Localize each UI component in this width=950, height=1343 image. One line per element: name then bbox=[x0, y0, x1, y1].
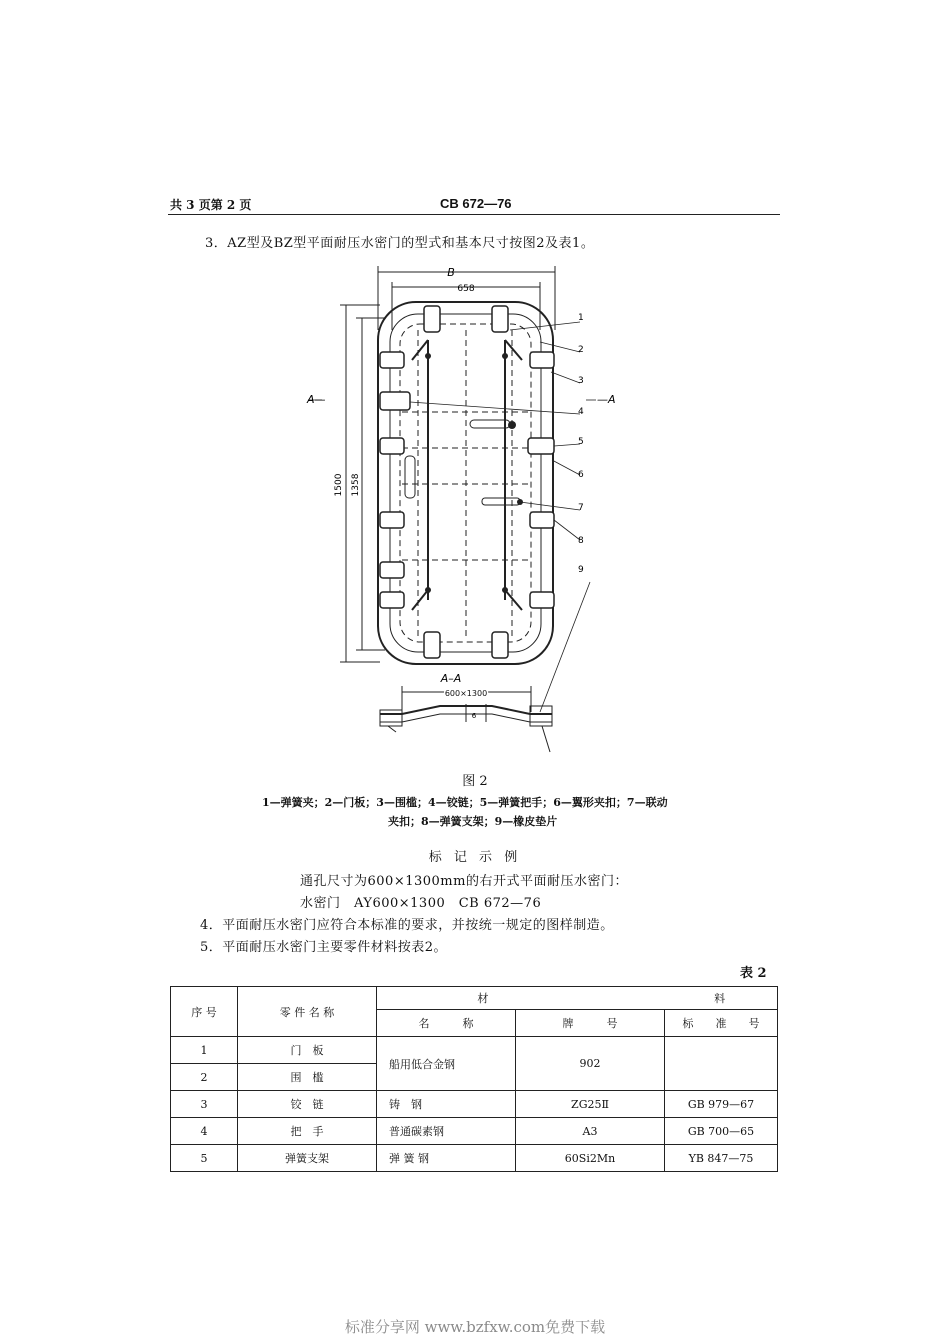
cell-part: 弹簧支架 bbox=[238, 1145, 377, 1172]
materials-table bbox=[170, 986, 778, 1172]
marking-line1: 通孔尺寸为600×1300mm的右开式平面耐压水密门： bbox=[300, 874, 628, 889]
callout-3: 3 bbox=[578, 376, 584, 386]
cell-name: 铸 钢 bbox=[377, 1091, 516, 1118]
door-drawing bbox=[300, 262, 640, 762]
cell-no: 5 bbox=[171, 1145, 238, 1172]
callout-8: 8 bbox=[578, 536, 584, 546]
table-row bbox=[171, 1145, 778, 1172]
cell-std: YB 847—75 bbox=[665, 1145, 778, 1172]
figure-caption: 图 2 bbox=[462, 774, 488, 789]
cell-grade-merged: 902 bbox=[516, 1037, 665, 1091]
cell-part: 把 手 bbox=[238, 1118, 377, 1145]
cell-no: 2 bbox=[171, 1064, 238, 1091]
dim-658-label: 658 bbox=[457, 284, 475, 294]
callout-6: 6 bbox=[578, 470, 584, 480]
col-header-material-right: 料 bbox=[714, 992, 726, 1005]
callout-5: 5 bbox=[578, 437, 584, 447]
cell-no: 4 bbox=[171, 1118, 238, 1145]
cell-no: 3 bbox=[171, 1091, 238, 1118]
dim-b-label: B bbox=[447, 266, 455, 279]
item-4: 4．平面耐压水密门应符合本标准的要求，并按统一规定的图样制造。 bbox=[200, 918, 614, 933]
cell-part: 铰 链 bbox=[238, 1091, 377, 1118]
col-header-name: 名 称 bbox=[377, 1010, 516, 1037]
table-row bbox=[171, 1118, 778, 1145]
col-header-material bbox=[377, 987, 778, 1010]
col-header-part: 零 件 名 称 bbox=[238, 987, 377, 1037]
cell-name-merged: 船用低合金钢 bbox=[377, 1037, 516, 1091]
cell-grade: ZG25Ⅱ bbox=[516, 1091, 665, 1118]
cell-grade: A3 bbox=[516, 1118, 665, 1145]
col-header-no: 序 号 bbox=[171, 987, 238, 1037]
callout-1: 1 bbox=[578, 313, 584, 323]
page-counter: 共 3 页第 2 页 bbox=[170, 198, 252, 212]
col-header-grade: 牌 号 bbox=[516, 1010, 665, 1037]
dim-opening-label: 600×1300 bbox=[444, 689, 488, 698]
dim-1500-label: 1500 bbox=[334, 473, 344, 497]
marking-line2: 水密门 AY600×1300 CB 672—76 bbox=[300, 896, 542, 911]
table-label: 表 2 bbox=[740, 966, 767, 981]
callout-7: 7 bbox=[578, 503, 584, 513]
marking-title: 标 记 示 例 bbox=[428, 850, 522, 865]
callout-4: 4 bbox=[578, 407, 584, 417]
section-title: A–A bbox=[440, 672, 462, 685]
table-row bbox=[171, 1037, 778, 1064]
col-header-material-left: 材 bbox=[477, 992, 489, 1005]
section-mark-right: —A bbox=[597, 393, 616, 406]
callout-9: 9 bbox=[578, 565, 584, 575]
figure-legend-line1: 1—弹簧夹；2—门板；3—围槛；4—铰链；5—弹簧把手；6—翼形夹扣；7—联动 bbox=[262, 796, 668, 809]
item-5: 5．平面耐压水密门主要零件材料按表2。 bbox=[200, 940, 448, 955]
callout-2: 2 bbox=[578, 345, 584, 355]
section-mark-left: A— bbox=[307, 393, 326, 406]
dim-6-label: 6 bbox=[471, 712, 477, 720]
cell-name: 普通碳素钢 bbox=[377, 1118, 516, 1145]
cell-part: 门 板 bbox=[238, 1037, 377, 1064]
item-3: 3．AZ型及BZ型平面耐压水密门的型式和基本尺寸按图2及表1。 bbox=[205, 236, 595, 251]
handle-lower bbox=[482, 498, 520, 505]
cell-no: 1 bbox=[171, 1037, 238, 1064]
figure-legend-line2: 夹扣；8—弹簧支架；9—橡皮垫片 bbox=[388, 815, 558, 828]
cell-part: 围 槛 bbox=[238, 1064, 377, 1091]
cell-std: GB 700—65 bbox=[665, 1118, 778, 1145]
cell-std: GB 979—67 bbox=[665, 1091, 778, 1118]
footer-watermark: 标准分享网 www.bzfxw.com免费下载 bbox=[344, 1318, 606, 1336]
cell-std-empty bbox=[665, 1037, 778, 1091]
col-header-std: 标 准 号 bbox=[665, 1010, 778, 1037]
dim-1358-label: 1358 bbox=[351, 473, 361, 497]
table-row bbox=[171, 1091, 778, 1118]
cell-grade: 60Si2Mn bbox=[516, 1145, 665, 1172]
standard-code: CB 672—76 bbox=[440, 196, 512, 211]
cell-name: 弹 簧 钢 bbox=[377, 1145, 516, 1172]
header-rule bbox=[168, 214, 780, 215]
